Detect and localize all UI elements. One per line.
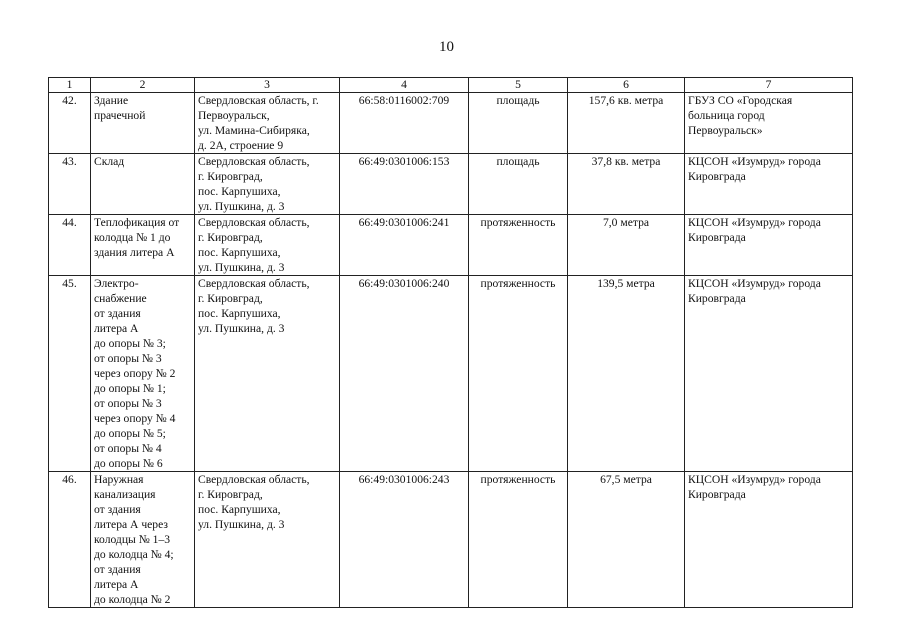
column-header: 2 — [91, 78, 195, 93]
row-number: 45. — [49, 276, 91, 472]
cadastral-number: 66:49:0301006:241 — [340, 215, 469, 276]
holder-organization: КЦСОН «Изумруд» города Кировграда — [685, 215, 853, 276]
cadastral-number: 66:49:0301006:240 — [340, 276, 469, 472]
measure-value: 37,8 кв. метра — [568, 154, 685, 215]
holder-organization: КЦСОН «Изумруд» города Кировграда — [685, 276, 853, 472]
holder-organization: КЦСОН «Изумруд» города Кировграда — [685, 472, 853, 608]
column-header: 7 — [685, 78, 853, 93]
measure-type: площадь — [469, 154, 568, 215]
column-header: 5 — [469, 78, 568, 93]
holder-organization: КЦСОН «Изумруд» города Кировграда — [685, 154, 853, 215]
table-row — [49, 276, 853, 472]
object-address: Свердловская область, г. Кировград, пос. Карпушиха, ул. Пушкина, д. 3 — [195, 215, 340, 276]
measure-value: 139,5 метра — [568, 276, 685, 472]
page-number: 10 — [439, 39, 454, 55]
measure-type: протяженность — [469, 215, 568, 276]
table-row — [49, 154, 853, 215]
cadastral-number: 66:49:0301006:153 — [340, 154, 469, 215]
measure-type: протяженность — [469, 276, 568, 472]
object-address: Свердловская область, г. Кировград, пос. Карпушиха, ул. Пушкина, д. 3 — [195, 472, 340, 608]
row-number: 43. — [49, 154, 91, 215]
holder-organization: ГБУЗ СО «Городская больница город Первоуральск» — [685, 93, 853, 154]
measure-type: протяженность — [469, 472, 568, 608]
column-header: 6 — [568, 78, 685, 93]
object-name: Электро- снабжение от здания литера А до опоры № 3; от опоры № 3 через опору № 2 до опоры № 1; от опоры № 3 через опору № 4 до опоры № 5; от опоры № 4 до опоры № 6 — [91, 276, 195, 472]
measure-type: площадь — [469, 93, 568, 154]
object-name: Склад — [91, 154, 195, 215]
row-number: 46. — [49, 472, 91, 608]
object-name: Теплофикация от колодца № 1 до здания литера А — [91, 215, 195, 276]
object-name: Здание прачечной — [91, 93, 195, 154]
row-number: 44. — [49, 215, 91, 276]
property-table — [48, 77, 853, 608]
cadastral-number: 66:58:0116002:709 — [340, 93, 469, 154]
object-address: Свердловская область, г. Кировград, пос. Карпушиха, ул. Пушкина, д. 3 — [195, 154, 340, 215]
cadastral-number: 66:49:0301006:243 — [340, 472, 469, 608]
measure-value: 67,5 метра — [568, 472, 685, 608]
table-row — [49, 472, 853, 608]
header-row — [49, 78, 853, 93]
column-header: 4 — [340, 78, 469, 93]
object-address: Свердловская область, г. Кировград, пос. Карпушиха, ул. Пушкина, д. 3 — [195, 276, 340, 472]
column-header: 1 — [49, 78, 91, 93]
measure-value: 7,0 метра — [568, 215, 685, 276]
table-row — [49, 93, 853, 154]
object-name: Наружная канализация от здания литера А через колодцы № 1–3 до колодца № 4; от здания литера А до колодца № 2 — [91, 472, 195, 608]
row-number: 42. — [49, 93, 91, 154]
measure-value: 157,6 кв. метра — [568, 93, 685, 154]
table-row — [49, 215, 853, 276]
object-address: Свердловская область, г. Первоуральск, ул. Мамина-Сибиряка, д. 2А, строение 9 — [195, 93, 340, 154]
column-header: 3 — [195, 78, 340, 93]
